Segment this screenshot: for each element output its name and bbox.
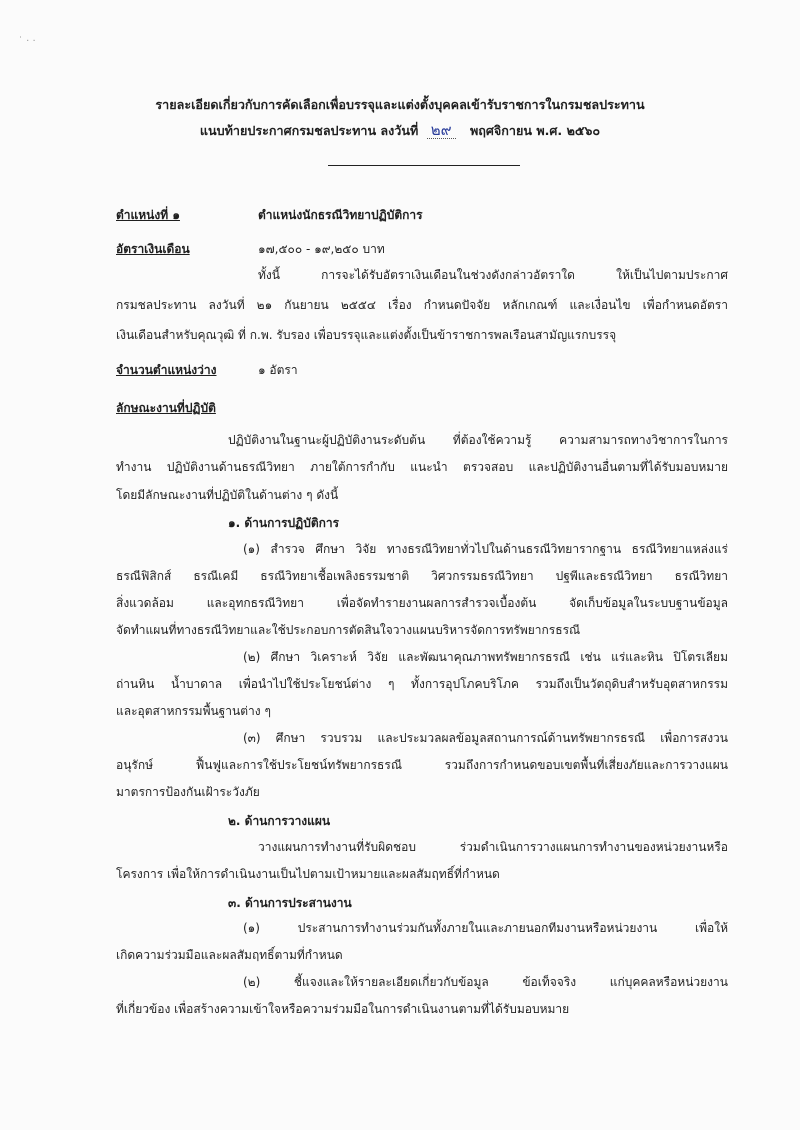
job-heading: ลักษณะงานที่ปฏิบัติ <box>116 401 216 415</box>
section-1-item-3-line1: (๓) ศึกษา รวบรวม และประมวลผลข้อมูลสถานการณ์ด้านทรัพยากรธรณี เพื่อการสงวน <box>243 731 728 745</box>
salary-value: ๑๗,๕๐๐ - ๑๙,๒๕๐ บาท <box>258 242 385 256</box>
section-3-item-1-line2: เกิดความร่วมมือและผลสัมฤทธิ์ตามที่กำหนด <box>116 948 343 962</box>
section-3-item-2-line2: ที่เกี่ยวข้อง เพื่อสร้างความเข้าใจหรือความร่วมมือในการดำเนินงานตามที่ได้รับมอบหมาย <box>116 1002 570 1016</box>
section-1-item-1-line4: จัดทำแผนที่ทางธรณีวิทยาและใช้ประกอบการตัดสินใจวางแผนบริหารจัดการทรัพยากรธรณี <box>116 623 581 637</box>
section-3-item-1-line1: (๑) ประสานการทำงานร่วมกันทั้งภายในและภายนอกทีมงานหรือหน่วยงาน เพื่อให้ <box>243 921 728 935</box>
section-1-item-1-line2: ธรณีฟิสิกส์ ธรณีเคมี ธรณีวิทยาเชื้อเพลิงธรรมชาติ วิศวกรรมธรณีวิทยา ปฐพีและธรณีวิทยา ธรณีวิทยา <box>116 569 728 583</box>
salary-note-line1: ทั้งนี้ การจะได้รับอัตราเงินเดือนในช่วงดังกล่าวอัตราใด ให้เป็นไปตามประกาศ <box>258 268 728 282</box>
salary-note-line3: เงินเดือนสำหรับคุณวุฒิ ที่ ก.พ. รับรอง เพื่อบรรจุและแต่งตั้งเป็นข้าราชการพลเรือนสามัญแรกบรรจุ <box>116 328 617 342</box>
salary-label: อัตราเงินเดือน <box>116 242 190 256</box>
section-1-item-2-line2: ถ่านหิน น้ำบาดาล เพื่อนำไปใช้ประโยชน์ต่าง ๆ ทั้งการอุปโภคบริโภค รวมถึงเป็นวัตถุดิบสำหรับอุตสาหกรรม <box>116 677 728 691</box>
position-label: ตำแหน่งที่ ๑ <box>116 208 180 222</box>
section-2-line1: วางแผนการทำงานที่รับผิดชอบ ร่วมดำเนินการวางแผนการทำงานของหน่วยงานหรือ <box>258 840 728 854</box>
section-1-item-2-line3: และอุตสาหกรรมพื้นฐานต่าง ๆ <box>116 704 271 718</box>
header-divider <box>328 165 520 166</box>
section-2-heading: ๒. ด้านการวางแผน <box>228 814 331 828</box>
section-2-line2: โครงการ เพื่อให้การดำเนินงานเป็นไปตามเป้าหมายและผลสัมฤทธิ์ที่กำหนด <box>116 867 500 881</box>
document-title-line2 <box>0 122 800 139</box>
handwritten-date: ๒๙ <box>427 122 456 139</box>
section-1-item-2-line1: (๒) ศึกษา วิเคราะห์ วิจัย และพัฒนาคุณภาพทรัพยากรธรณี เช่น แร่และหิน ปิโตรเลียม <box>243 650 728 664</box>
job-intro-line1: ปฏิบัติงานในฐานะผู้ปฏิบัติงานระดับต้น ที่ต้องใช้ความรู้ ความสามารถทางวิชาการในการ <box>228 433 728 447</box>
title-prefix: แนบท้ายประกาศกรมชลประทาน ลงวันที่ <box>199 123 419 138</box>
section-1-item-1-line1: (๑) สำรวจ ศึกษา วิจัย ทางธรณีวิทยาทั่วไปในด้านธรณีวิทยารากฐาน ธรณีวิทยาแหล่งแร่ <box>243 542 728 556</box>
section-1-item-3-line2: อนุรักษ์ ฟื้นฟูและการใช้ประโยชน์ทรัพยากรธรณี รวมถึงการกำหนดขอบเขตพื้นที่เสี่ยงภัยและการวางแผน <box>116 758 728 772</box>
vacancy-label: จำนวนตำแหน่งว่าง <box>116 363 217 377</box>
scan-mark: ˙ · · <box>18 36 36 47</box>
section-1-item-3-line3: มาตรการป้องกันเฝ้าระวังภัย <box>116 785 260 799</box>
position-value: ตำแหน่งนักธรณีวิทยาปฏิบัติการ <box>258 208 423 222</box>
job-intro-line2: ทำงาน ปฏิบัติงานด้านธรณีวิทยา ภายใต้การกำกับ แนะนำ ตรวจสอบ และปฏิบัติงานอื่นตามที่ได้รับมอบหมาย <box>116 460 728 474</box>
document-title-line1: รายละเอียดเกี่ยวกับการคัดเลือกเพื่อบรรจุและแต่งตั้งบุคคลเข้ารับราชการในกรมชลประทาน <box>155 97 645 112</box>
section-3-heading: ๓. ด้านการประสานงาน <box>228 896 352 910</box>
section-1-heading: ๑. ด้านการปฏิบัติการ <box>228 516 340 530</box>
title-suffix: พฤศจิกายน พ.ศ. ๒๕๖๐ <box>469 123 601 138</box>
section-3-item-2-line1: (๒) ชี้แจงและให้รายละเอียดเกี่ยวกับข้อมูล ข้อเท็จจริง แก่บุคคลหรือหน่วยงาน <box>243 975 728 989</box>
section-1-item-1-line3: สิ่งแวดล้อม และอุทกธรณีวิทยา เพื่อจัดทำรายงานผลการสำรวจเบื้องต้น จัดเก็บข้อมูลในระบบฐานข้อมูล <box>116 596 728 610</box>
job-intro-line3: โดยมีลักษณะงานที่ปฏิบัติในด้านต่าง ๆ ดังนี้ <box>116 488 339 502</box>
salary-note-line2: กรมชลประทาน ลงวันที่ ๒๑ กันยายน ๒๕๕๔ เรื่อง กำหนดปัจจัย หลักเกณฑ์ และเงื่อนไข เพื่อกำหนดอัตรา <box>116 298 728 312</box>
vacancy-value: ๑ อัตรา <box>258 363 298 377</box>
